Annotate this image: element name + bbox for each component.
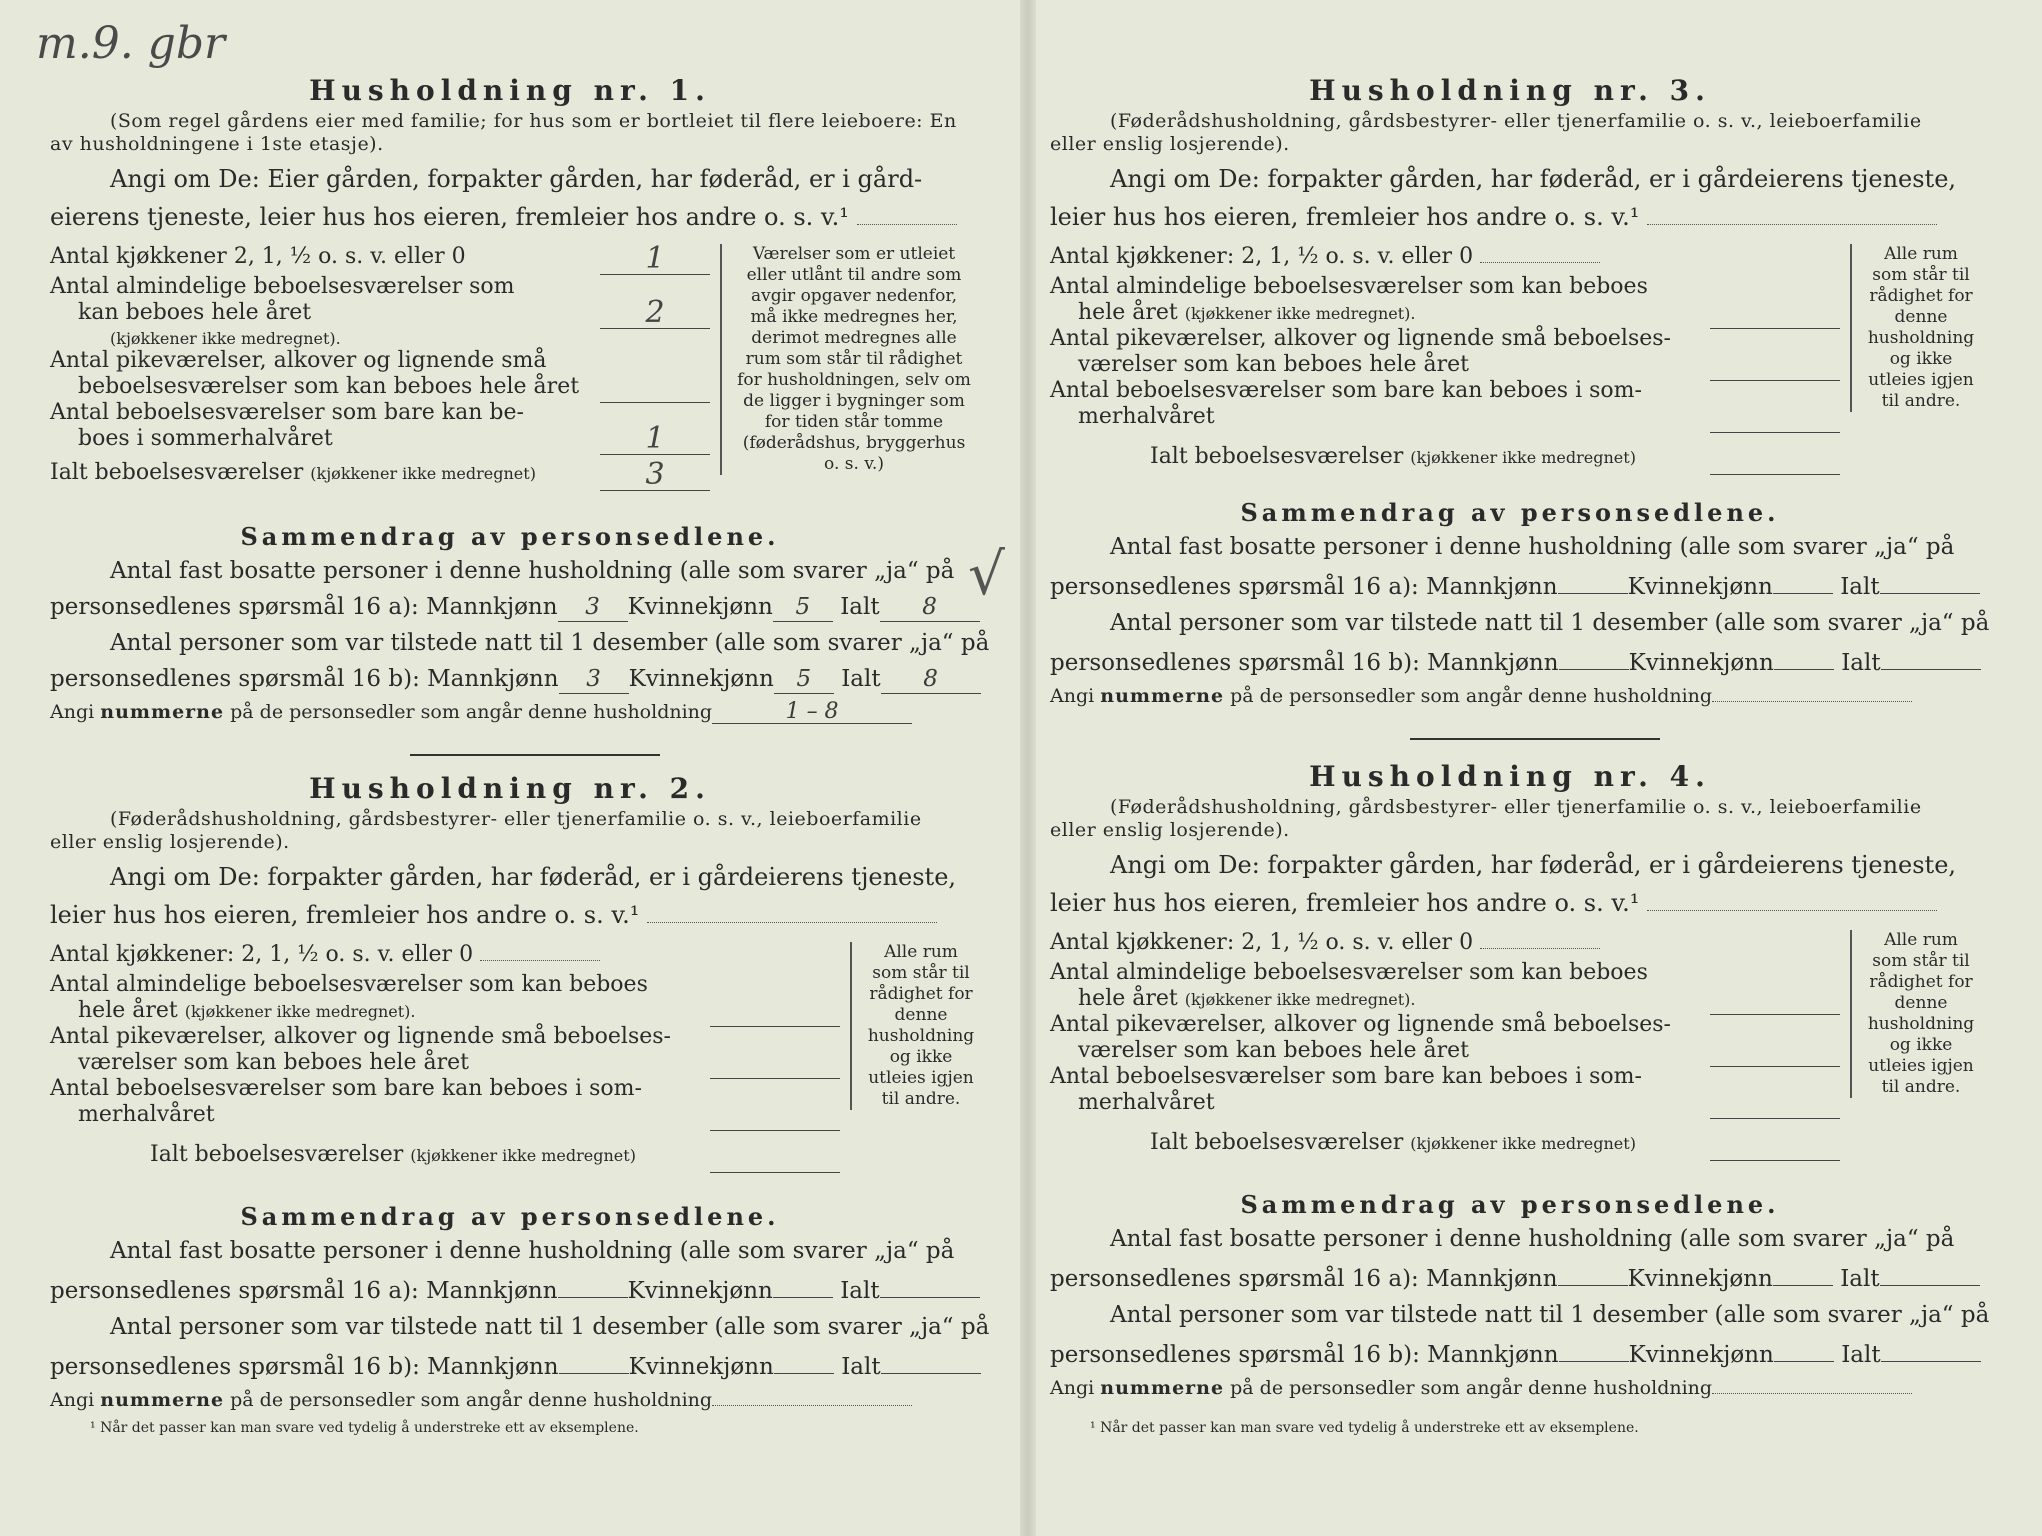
household-3-rooms xyxy=(1050,244,1975,490)
household-4-note: Alle rum som står til rådighet for denne husholdning og ikke utleies igjen til andre. xyxy=(1850,930,1976,1098)
household-4-room-rows xyxy=(1050,930,1840,1164)
rooms-label-b: hele året xyxy=(1078,300,1178,325)
total-rooms-label: Ialt beboelsesværelser xyxy=(1150,444,1404,469)
present-male-label: personsedlenes spørsmål 16 b): Mannkjønn xyxy=(1050,1342,1559,1368)
present-male-label: personsedlenes spørsmål 16 b): Mannkjønn xyxy=(50,666,559,692)
summer-rooms-label-a: Antal beboelsesværelser som bare kan beboes i som- xyxy=(50,1076,642,1101)
summer-rooms-label-b: merhalvåret xyxy=(1078,404,1215,429)
footnote-left: ¹ Når det passer kan man svare ved tydelig å understreke ett av eksemplene. xyxy=(90,1420,639,1436)
household-1 xyxy=(50,72,990,727)
household-1-numbers-line xyxy=(50,697,970,727)
household-4-present-line2 xyxy=(1050,1333,1970,1373)
household-3-present-line1: Antal personer som var tilstede natt til 1 desember (alle som svarer „ja“ på xyxy=(1110,610,1990,636)
household-3-room-rows xyxy=(1050,244,1840,478)
resident-total-value[interactable]: 8 xyxy=(880,593,980,622)
household-1-resident-line2 xyxy=(50,589,970,625)
numbers-label-post: på de personsedler som angår denne husholdning xyxy=(230,1389,713,1411)
kitchens-row xyxy=(1050,244,1840,274)
resident-male-label: personsedlenes spørsmål 16 a): Mannkjønn xyxy=(1050,574,1558,600)
resident-male-label: personsedlenes spørsmål 16 a): Mannkjønn xyxy=(50,594,558,620)
present-female-label: Kvinnekjønn xyxy=(1628,650,1774,676)
summer-rooms-value[interactable] xyxy=(1710,1088,1840,1119)
household-1-present-line1: Antal personer som var tilstede natt til 1 desember (alle som svarer „ja“ på xyxy=(110,630,990,656)
household-2-angi-text: leier hus hos eieren, fremleier hos andre o. s. v.¹ xyxy=(50,901,640,929)
household-1-note: Værelser som er utleiet eller utlånt til andre som avgir opgaver nedenfor, må ikke medregnes her, derimot medregnes alle rum som står til rådighet for husholdningen, selv om de ligger i bygninger som for tiden står tomme (føderådshus, bryggerhus o. s. v.) xyxy=(720,244,972,475)
rooms-row xyxy=(50,274,710,330)
numbers-label-pre: Angi xyxy=(1050,1377,1095,1399)
rooms-note: (kjøkkener ikke medregnet). xyxy=(1184,990,1416,1009)
present-total-value[interactable] xyxy=(1881,1333,1981,1362)
resident-female-label: Kvinnekjønn xyxy=(627,1278,773,1304)
resident-female-value[interactable] xyxy=(1773,565,1833,594)
household-3-numbers-line xyxy=(1050,681,1970,711)
household-4-angi-line2 xyxy=(1050,884,1970,922)
household-2-angi-line2 xyxy=(50,896,970,934)
present-female-value[interactable] xyxy=(1774,641,1834,670)
summer-rooms-value[interactable] xyxy=(710,1100,840,1131)
summer-rooms-label-a: Antal beboelsesværelser som bare kan be- xyxy=(50,400,524,425)
rooms-value[interactable] xyxy=(1710,298,1840,329)
section-divider xyxy=(1410,738,1660,740)
household-1-room-rows xyxy=(50,241,710,494)
household-4-angi-text: leier hus hos eieren, fremleier hos andre o. s. v.¹ xyxy=(1050,889,1640,917)
resident-female-label: Kvinnekjønn xyxy=(1627,1266,1773,1292)
present-male-value[interactable] xyxy=(1559,1333,1629,1362)
resident-male-label: personsedlenes spørsmål 16 a): Mannkjønn xyxy=(50,1278,558,1304)
section-divider xyxy=(410,754,660,756)
household-4-angi-line1: Angi om De: forpakter gården, har føderåd, er i gårdeierens tjeneste, xyxy=(1110,851,1957,879)
present-female-value[interactable] xyxy=(774,1345,834,1374)
household-4 xyxy=(1050,758,1990,1403)
present-female-label: Kvinnekjønn xyxy=(628,1354,774,1380)
small-rooms-row xyxy=(1050,1012,1840,1064)
small-rooms-row xyxy=(1050,326,1840,378)
present-total-label: Ialt xyxy=(841,666,881,692)
household-2-angi-field[interactable] xyxy=(647,922,937,923)
household-2-title: Husholdning nr. 2. xyxy=(309,772,711,805)
total-rooms-row xyxy=(1050,444,1840,478)
total-rooms-note: (kjøkkener ikke medregnet) xyxy=(410,1146,636,1165)
household-2-numbers-line xyxy=(50,1385,970,1415)
summer-rooms-row xyxy=(1050,378,1840,434)
rooms-row xyxy=(1050,960,1840,1012)
present-male-label: personsedlenes spørsmål 16 b): Mannkjønn xyxy=(1050,650,1559,676)
household-3-resident-line1: Antal fast bosatte personer i denne husholdning (alle som svarer „ja“ på xyxy=(1110,534,1955,560)
numbers-label-post: på de personsedler som angår denne husholdning xyxy=(230,701,713,723)
resident-male-value[interactable]: 3 xyxy=(558,593,628,622)
small-rooms-value[interactable] xyxy=(1710,1036,1840,1067)
numbers-value[interactable] xyxy=(1712,1393,1912,1394)
household-4-angi-field[interactable] xyxy=(1647,910,1937,911)
left-page xyxy=(50,0,990,1536)
present-male-value[interactable] xyxy=(559,1345,629,1374)
total-rooms-value[interactable] xyxy=(1710,1130,1840,1161)
rooms-label-b: hele året xyxy=(1078,986,1178,1011)
household-3-angi-line2 xyxy=(1050,198,1970,236)
small-rooms-label-b: værelser som kan beboes hele året xyxy=(78,1050,469,1075)
summer-rooms-row xyxy=(50,400,710,456)
household-2 xyxy=(50,770,990,1415)
numbers-value[interactable]: 1 – 8 xyxy=(712,701,912,724)
resident-total-label: Ialt xyxy=(1840,574,1880,600)
present-male-value[interactable]: 3 xyxy=(559,665,629,694)
footnote-right: ¹ Når det passer kan man svare ved tydelig å understreke ett av eksemplene. xyxy=(1090,1420,1639,1436)
present-total-value[interactable] xyxy=(1881,641,1981,670)
household-3 xyxy=(1050,72,1990,711)
resident-total-value[interactable] xyxy=(1880,565,1980,594)
small-rooms-label-b: beboelsesværelser som kan beboes hele året xyxy=(78,374,580,399)
household-4-subtitle: (Føderådshusholdning, gårdsbestyrer- eller tjenerfamilie o. s. v., leieboerfamilie eller enslig losjerende). xyxy=(1050,796,1922,841)
household-2-angi-line1: Angi om De: forpakter gården, har føderåd, er i gårdeierens tjeneste, xyxy=(110,863,957,891)
rooms-row xyxy=(50,972,840,1024)
resident-female-value[interactable] xyxy=(1773,1257,1833,1286)
household-1-angi-text: eierens tjeneste, leier hus hos eieren, fremleier hos andre o. s. v.¹ xyxy=(50,203,849,231)
household-4-rooms xyxy=(1050,930,1975,1182)
total-rooms-row xyxy=(50,457,710,494)
household-2-subtitle: (Føderådshusholdning, gårdsbestyrer- eller tjenerfamilie o. s. v., leieboerfamilie eller enslig losjerende). xyxy=(50,808,922,853)
numbers-label-bold: nummerne xyxy=(100,701,225,723)
small-rooms-value[interactable] xyxy=(710,1048,840,1079)
resident-female-value[interactable]: 5 xyxy=(773,593,833,622)
household-1-rooms xyxy=(50,241,971,514)
present-total-label: Ialt xyxy=(1841,650,1881,676)
household-4-resident-line2 xyxy=(1050,1257,1970,1297)
resident-total-label: Ialt xyxy=(840,1278,880,1304)
numbers-value[interactable] xyxy=(1712,701,1912,702)
resident-total-value[interactable] xyxy=(880,1269,980,1298)
rooms-label-b: kan beboes hele året xyxy=(78,300,312,325)
household-1-resident-line1: Antal fast bosatte personer i denne husholdning (alle som svarer „ja“ på xyxy=(110,558,955,584)
household-1-summary-title: Sammendrag av personsedlene. xyxy=(240,522,780,551)
present-female-label: Kvinnekjønn xyxy=(1628,1342,1774,1368)
household-4-summary-title: Sammendrag av personsedlene. xyxy=(1240,1190,1780,1219)
rooms-note: (kjøkkener ikke medregnet). xyxy=(1184,304,1416,323)
kitchens-label: Antal kjøkkener: 2, 1, ½ o. s. v. eller 0 xyxy=(1050,930,1474,955)
household-3-angi-line1: Angi om De: forpakter gården, har føderåd, er i gårdeierens tjeneste, xyxy=(1110,165,1957,193)
household-2-present-line1: Antal personer som var tilstede natt til 1 desember (alle som svarer „ja“ på xyxy=(110,1314,990,1340)
total-rooms-note: (kjøkkener ikke medregnet) xyxy=(1410,1134,1636,1153)
numbers-label-bold: nummerne xyxy=(1100,685,1225,707)
rooms-value[interactable] xyxy=(1710,984,1840,1015)
present-female-value[interactable] xyxy=(1774,1333,1834,1362)
numbers-label-pre: Angi xyxy=(1050,685,1095,707)
total-rooms-label: Ialt beboelsesværelser xyxy=(50,460,304,485)
numbers-label-pre: Angi xyxy=(50,701,95,723)
rooms-label-a: Antal almindelige beboelsesværelser som xyxy=(50,274,515,299)
household-3-angi-field[interactable] xyxy=(1647,224,1937,225)
household-2-summary-title: Sammendrag av personsedlene. xyxy=(240,1202,780,1231)
numbers-label-post: på de personsedler som angår denne husholdning xyxy=(1230,685,1713,707)
total-rooms-label: Ialt beboelsesværelser xyxy=(1150,1130,1404,1155)
summer-rooms-label-b: boes i sommerhalvåret xyxy=(78,426,333,451)
rooms-note: (kjøkkener ikke medregnet). xyxy=(110,329,341,348)
corner-handwritten-mark: m.9. gbr xyxy=(36,18,226,69)
household-1-present-line2 xyxy=(50,661,970,697)
kitchens-value[interactable]: 1 xyxy=(600,244,710,275)
page-fold xyxy=(1020,0,1036,1536)
household-1-angi-line2 xyxy=(50,198,970,236)
household-1-subtitle: (Som regel gårdens eier med familie; for hus som er bortleiet til flere leieboere: En av husholdningene i 1ste etasje). xyxy=(50,110,957,155)
household-3-summary-title: Sammendrag av personsedlene. xyxy=(1240,498,1780,527)
total-rooms-value[interactable]: 3 xyxy=(600,460,710,491)
household-3-angi-text: leier hus hos eieren, fremleier hos andre o. s. v.¹ xyxy=(1050,203,1640,231)
household-4-present-line1: Antal personer som var tilstede natt til 1 desember (alle som svarer „ja“ på xyxy=(1110,1302,1990,1328)
total-rooms-note: (kjøkkener ikke medregnet) xyxy=(1410,448,1636,467)
household-2-note: Alle rum som står til rådighet for denne husholdning og ikke utleies igjen til andre. xyxy=(850,942,976,1110)
summer-rooms-value[interactable] xyxy=(1710,402,1840,433)
kitchens-dots xyxy=(1480,262,1600,263)
resident-male-value[interactable] xyxy=(558,1269,628,1298)
total-rooms-row xyxy=(50,1142,840,1176)
resident-male-value[interactable] xyxy=(1558,1257,1628,1286)
kitchens-dots xyxy=(480,960,600,961)
household-1-angi-line1: Angi om De: Eier gården, forpakter gården, har føderåd, er i gård- xyxy=(110,165,923,193)
right-page xyxy=(1050,0,1990,1536)
present-total-label: Ialt xyxy=(841,1354,881,1380)
rooms-row xyxy=(1050,274,1840,326)
numbers-label-bold: nummerne xyxy=(100,1389,225,1411)
kitchens-label: Antal kjøkkener: 2, 1, ½ o. s. v. eller 0 xyxy=(50,942,474,967)
resident-total-label: Ialt xyxy=(840,594,880,620)
household-4-resident-line1: Antal fast bosatte personer i denne husholdning (alle som svarer „ja“ på xyxy=(1110,1226,1955,1252)
present-total-label: Ialt xyxy=(1841,1342,1881,1368)
small-rooms-label-a: Antal pikeværelser, alkover og lignende små beboelses- xyxy=(50,1024,671,1049)
numbers-value[interactable] xyxy=(712,1405,912,1406)
rooms-value[interactable] xyxy=(710,996,840,1027)
kitchens-label: Antal kjøkkener 2, 1, ½ o. s. v. eller 0 xyxy=(50,244,466,269)
household-3-present-line2 xyxy=(1050,641,1970,681)
summer-rooms-label-a: Antal beboelsesværelser som bare kan beboes i som- xyxy=(1050,1064,1642,1089)
numbers-label-post: på de personsedler som angår denne husholdning xyxy=(1230,1377,1713,1399)
present-female-value[interactable]: 5 xyxy=(774,665,834,694)
present-total-value[interactable]: 8 xyxy=(881,665,981,694)
rooms-label-a: Antal almindelige beboelsesværelser som kan beboes xyxy=(50,972,648,997)
kitchens-label: Antal kjøkkener: 2, 1, ½ o. s. v. eller 0 xyxy=(1050,244,1474,269)
household-1-angi-field[interactable] xyxy=(857,224,957,225)
total-rooms-label: Ialt beboelsesværelser xyxy=(150,1142,404,1167)
total-rooms-row xyxy=(1050,1130,1840,1164)
resident-male-label: personsedlenes spørsmål 16 a): Mannkjønn xyxy=(1050,1266,1558,1292)
rooms-label-a: Antal almindelige beboelsesværelser som kan beboes xyxy=(1050,960,1648,985)
present-male-label: personsedlenes spørsmål 16 b): Mannkjønn xyxy=(50,1354,559,1380)
household-2-resident-line2 xyxy=(50,1269,970,1309)
household-3-note: Alle rum som står til rådighet for denne husholdning og ikke utleies igjen til andre. xyxy=(1850,244,1976,412)
present-total-value[interactable] xyxy=(881,1345,981,1374)
kitchens-row xyxy=(1050,930,1840,960)
small-rooms-row xyxy=(50,1024,840,1076)
summer-rooms-label-b: merhalvåret xyxy=(1078,1090,1215,1115)
kitchens-row xyxy=(50,241,710,276)
small-rooms-value[interactable] xyxy=(1710,350,1840,381)
present-male-value[interactable] xyxy=(1559,641,1629,670)
resident-male-value[interactable] xyxy=(1558,565,1628,594)
household-3-resident-line2 xyxy=(1050,565,1970,605)
summer-rooms-row xyxy=(50,1076,840,1132)
resident-female-value[interactable] xyxy=(773,1269,833,1298)
household-4-numbers-line xyxy=(1050,1373,1970,1403)
household-1-title: Husholdning nr. 1. xyxy=(309,74,711,107)
rooms-label-a: Antal almindelige beboelsesværelser som kan beboes xyxy=(1050,274,1648,299)
rooms-label-b: hele året xyxy=(78,998,178,1023)
household-3-subtitle: (Føderådshusholdning, gårdsbestyrer- eller tjenerfamilie o. s. v., leieboerfamilie eller enslig losjerende). xyxy=(1050,110,1922,155)
rooms-value[interactable]: 2 xyxy=(600,298,710,329)
resident-female-label: Kvinnekjønn xyxy=(627,594,773,620)
kitchens-row xyxy=(50,942,840,972)
summer-rooms-row xyxy=(1050,1064,1840,1120)
numbers-label-bold: nummerne xyxy=(1100,1377,1225,1399)
total-rooms-value[interactable] xyxy=(1710,444,1840,475)
summer-rooms-label-b: merhalvåret xyxy=(78,1102,215,1127)
resident-female-label: Kvinnekjønn xyxy=(1627,574,1773,600)
numbers-label-pre: Angi xyxy=(50,1389,95,1411)
small-rooms-label-a: Antal pikeværelser, alkover og lignende små beboelses- xyxy=(1050,326,1671,351)
total-rooms-note: (kjøkkener ikke medregnet) xyxy=(310,464,536,483)
small-rooms-label-a: Antal pikeværelser, alkover og lignende små xyxy=(50,348,547,373)
resident-total-value[interactable] xyxy=(1880,1257,1980,1286)
total-rooms-value[interactable] xyxy=(710,1142,840,1173)
household-4-title: Husholdning nr. 4. xyxy=(1309,760,1711,793)
household-2-rooms xyxy=(50,942,975,1194)
small-rooms-row xyxy=(50,348,710,400)
kitchens-dots xyxy=(1480,948,1600,949)
small-rooms-label-b: værelser som kan beboes hele året xyxy=(1078,1038,1469,1063)
small-rooms-value[interactable] xyxy=(600,372,710,403)
check-mark: √ xyxy=(968,540,1005,608)
resident-total-label: Ialt xyxy=(1840,1266,1880,1292)
present-female-label: Kvinnekjønn xyxy=(628,666,774,692)
household-2-resident-line1: Antal fast bosatte personer i denne husholdning (alle som svarer „ja“ på xyxy=(110,1238,955,1264)
summer-rooms-value[interactable]: 1 xyxy=(600,424,710,455)
rooms-note: (kjøkkener ikke medregnet). xyxy=(184,1002,416,1021)
household-2-room-rows xyxy=(50,942,840,1176)
household-3-title: Husholdning nr. 3. xyxy=(1309,74,1711,107)
small-rooms-label-a: Antal pikeværelser, alkover og lignende små beboelses- xyxy=(1050,1012,1671,1037)
small-rooms-label-b: værelser som kan beboes hele året xyxy=(1078,352,1469,377)
household-2-present-line2 xyxy=(50,1345,970,1385)
summer-rooms-label-a: Antal beboelsesværelser som bare kan beboes i som- xyxy=(1050,378,1642,403)
